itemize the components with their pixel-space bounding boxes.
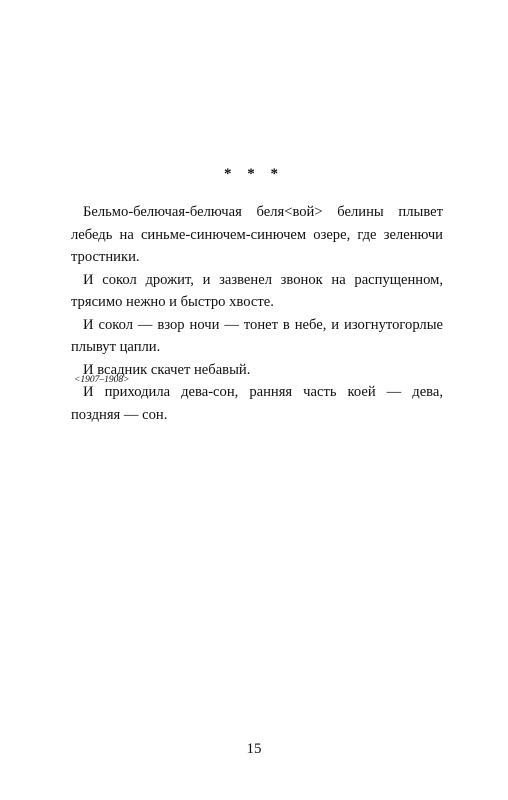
poem-paragraph: И всадник скачет небавый. [83, 361, 251, 378]
poem-date: <1907–1908> [74, 375, 130, 385]
poem-paragraph: И сокол — взор ночи — тонет в небе, и изогнутогорлые плывут цапли. [71, 316, 443, 355]
poem-paragraph: И сокол дрожит, и зазвенел звонок на распущенном, трясимо нежно и быстро хвосте. [71, 271, 443, 310]
poem-paragraph: И приходила дева-сон, ранняя часть коей — дева, поздняя — сон. [71, 384, 443, 423]
poem-paragraph: Бельмо-белючая-белючая беля<вой> белины плывет лебедь на синьме-синючем-синючем озере, где зеленючи тростники. [71, 204, 443, 265]
section-separator: * * * [224, 166, 284, 182]
page-number: 15 [246, 741, 262, 757]
poem-body [71, 201, 443, 426]
